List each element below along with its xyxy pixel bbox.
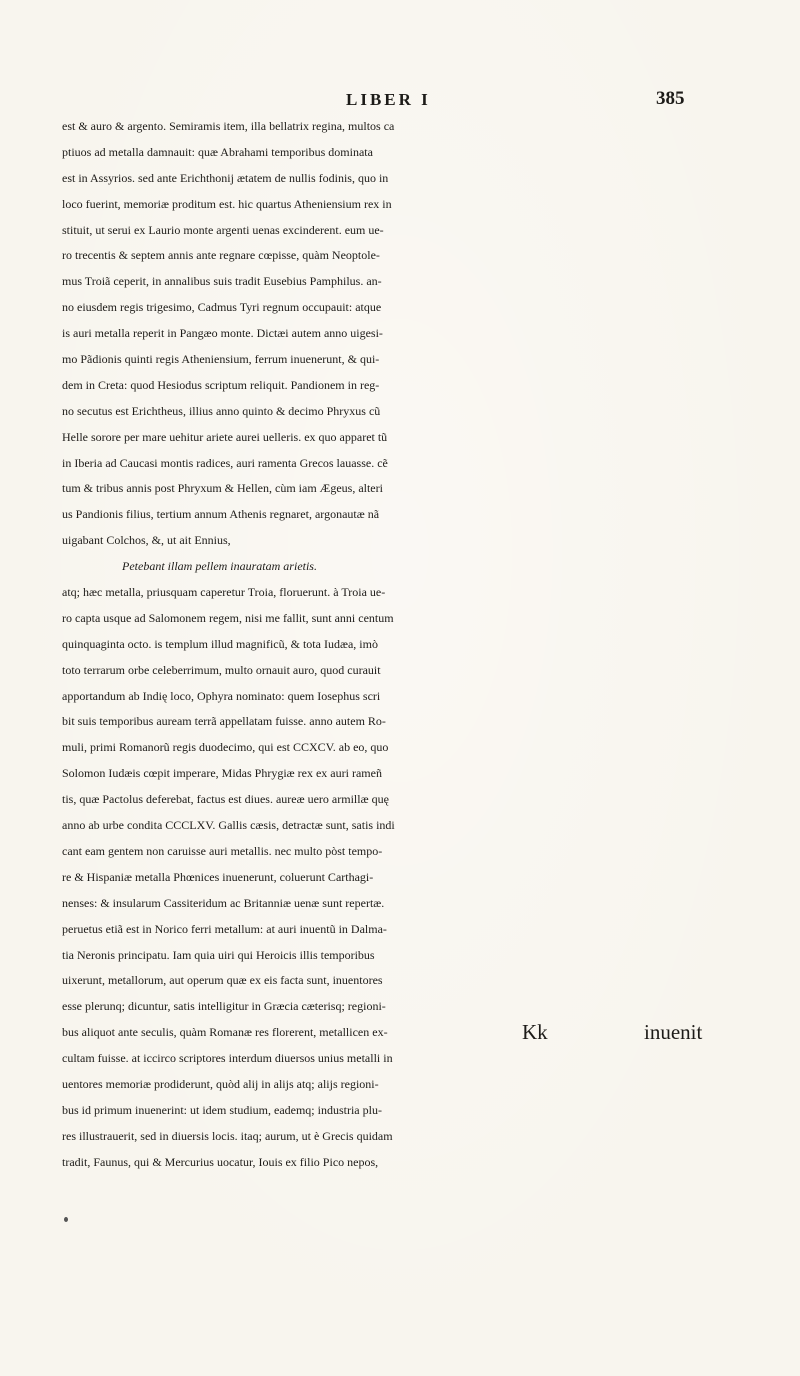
text-line: uigabant Colchos, &, ut ait Ennius, — [62, 533, 231, 548]
text-line: loco fuerint, memoriæ proditum est. hic quartus Atheniensium rex in — [62, 196, 392, 211]
text-line: esse plerunq; dicuntur, satis intelligitur in Græcia cæterisq; regioni- — [62, 999, 386, 1014]
text-line: uentores memoriæ prodiderunt, quòd alij in alijs atq; alijs regioni- — [62, 1076, 379, 1091]
text-line: tum & tribus annis post Phryxum & Hellen, cùm iam Ægeus, alteri — [62, 481, 383, 496]
text-line: mo Pãdionis quinti regis Atheniensium, ferrum inuenerunt, & qui- — [62, 352, 380, 367]
text-line: Helle sorore per mare uehitur ariete aurei uelleris. ex quo apparet tũ — [62, 429, 388, 444]
text-line: cant eam gentem non caruisse auri metallis. nec multo pòst tempo- — [62, 843, 383, 858]
text-line: est & auro & argento. Semiramis item, illa bellatrix regina, multos ca — [62, 119, 395, 133]
text-line: toto terrarum orbe celeberrimum, multo ornauit auro, quod curauit — [62, 662, 381, 677]
text-line: Solomon Iudæis cœpit imperare, Midas Phrygiæ rex ex auri rameñ — [62, 766, 382, 781]
running-head: LIBER I — [346, 90, 431, 109]
text-line: ptiuos ad metalla damnauit: quæ Abrahami temporibus dominata — [62, 144, 373, 159]
signature-mark: Kk — [522, 1020, 548, 1044]
text-line: quinquaginta octo. is templum illud magnificũ, & tota Iudæa, imò — [62, 636, 378, 651]
text-line: re & Hispaniæ metalla Phœnices inuenerunt, coluerunt Carthagi- — [62, 869, 374, 884]
page-header — [60, 84, 740, 108]
text-line: atq; hæc metalla, priusquam caperetur Troia, floruerunt. à Troia ue- — [62, 585, 386, 600]
page-number: 385 — [656, 88, 685, 109]
text-line: stituit, ut serui ex Laurio monte argenti uenas excinderent. eum ue- — [62, 222, 384, 237]
text-line: apportandum ab Indię loco, Ophyra nominato: quem Iosephus scri — [62, 688, 381, 703]
text-line: cultam fuisse. at iccirco scriptores interdum diuersos unius metalli in — [62, 1051, 393, 1066]
text-line: bus id primum inuenerint: ut idem studium, eademq; industria plu- — [62, 1102, 382, 1117]
text-line: tradit, Faunus, qui & Mercurius uocatur, Iouis ex filio Pico nepos, — [62, 1154, 379, 1169]
text-line: muli, primi Romanorũ regis duodecimo, qui est CCXCV. ab eo, quo — [62, 740, 389, 755]
text-line: nenses: & insularum Cassiteridum ac Britanniæ uenæ sunt repertæ. — [62, 895, 385, 910]
text-line: tis, quæ Pactolus deferebat, factus est diues. aureæ uero armillæ quę — [62, 792, 389, 807]
text-line: in Iberia ad Caucasi montis radices, auri ramenta Grecos lauasse. cẽ — [62, 455, 388, 470]
body-text — [62, 114, 762, 1176]
text-line: uixerunt, metallorum, aut operum quæ ex eis facta sunt, inuentores — [62, 973, 383, 988]
text-line: bus aliquot ante seculis, quàm Romanæ res florerent, metallicen ex- — [62, 1025, 388, 1040]
text-line: est in Assyrios. sed ante Erichthonij ætatem de nullis fodinis, quo in — [62, 170, 389, 185]
page-footer — [62, 1020, 762, 1046]
text-line: tia Neronis principatu. Iam quia uiri qui Heroicis illis temporibus — [62, 947, 375, 962]
text-line: bit suis temporibus auream terrã appellatam fuisse. anno autem Ro- — [62, 714, 386, 729]
text-line: no secutus est Erichtheus, illius anno quinto & decimo Phryxus cũ — [62, 403, 381, 418]
text-line: ro trecentis & septem annis ante regnare cœpisse, quàm Neoptole- — [62, 248, 380, 263]
text-line: ro capta usque ad Salomonem regem, nisi me fallit, sunt anni centum — [62, 610, 394, 625]
text-line: is auri metalla reperit in Pangæo monte. Dictæi autem anno uigesi- — [62, 326, 383, 341]
text-line: mus Troiã ceperit, in annalibus suis tradit Eusebius Pamphilus. an- — [62, 274, 382, 289]
catchword: inuenit — [644, 1020, 703, 1044]
text-line: anno ab urbe condita CCCLXV. Gallis cæsis, detractæ sunt, satis indi — [62, 818, 395, 833]
text-line: us Pandionis filius, tertium annum Athenis regnaret, argonautæ nã — [62, 507, 380, 522]
text-line: no eiusdem regis trigesimo, Cadmus Tyri regnum occupauit: atque — [62, 300, 382, 315]
ink-spot — [64, 1217, 68, 1222]
text-line: res illustrauerit, sed in diuersis locis. itaq; aurum, ut è Grecis quidam — [62, 1128, 393, 1143]
text-line: Petebant illam pellem inauratam arietis. — [122, 559, 317, 574]
text-line: dem in Creta: quod Hesiodus scriptum reliquit. Pandionem in reg- — [62, 377, 380, 392]
text-line: peruetus etiã est in Norico ferri metallum: at auri inuentũ in Dalma- — [62, 921, 387, 936]
